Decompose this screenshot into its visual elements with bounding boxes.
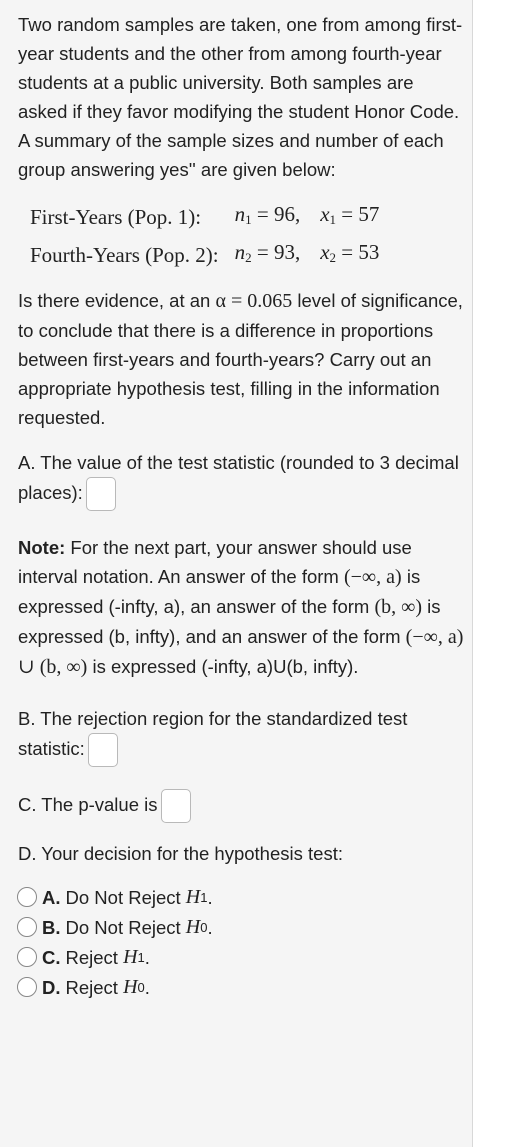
choice-text: Do Not Reject <box>65 886 181 908</box>
choice-end: . <box>144 976 150 998</box>
radio-button[interactable] <box>17 977 37 997</box>
question-post: level of significance, to conclude that there is a difference in proportions between first-years and fourth-years? Carry out an appropriate hypothesis test, filling in the information requested. <box>18 290 463 428</box>
choice-text: Do Not Reject <box>65 916 181 938</box>
math-var: x <box>320 202 330 226</box>
radio-button[interactable] <box>17 947 37 967</box>
choice-letter: D. <box>42 976 61 998</box>
choice-c[interactable] <box>17 942 468 972</box>
note-label: Note: <box>18 537 66 558</box>
sample-size-cell <box>235 198 321 236</box>
choice-end: . <box>207 916 213 938</box>
question-text <box>18 286 468 432</box>
choice-letter: B. <box>42 916 61 938</box>
math-var: x <box>320 240 330 264</box>
math-var: H <box>185 885 201 908</box>
test-statistic-input[interactable] <box>86 477 116 511</box>
part-d: D. Your decision for the hypothesis test: <box>18 843 343 864</box>
choice-a[interactable] <box>17 882 468 912</box>
math-value: = 96, <box>256 202 301 226</box>
math-value: = 53 <box>341 240 380 264</box>
math-sub: 0 <box>137 979 145 995</box>
math-sub: 2 <box>329 250 337 265</box>
math-sub: 1 <box>200 889 208 905</box>
note-math-3: (−∞, a) ∪ (b, ∞) <box>18 626 464 678</box>
note-text-1: For the next part, your answer should use interval notation. An answer of the form <box>18 537 412 587</box>
choice-text: Reject <box>65 946 118 968</box>
math-var: n <box>234 202 246 226</box>
alpha-value: α = 0.065 <box>215 290 293 312</box>
p-value-input[interactable] <box>161 789 191 823</box>
rejection-region-input[interactable] <box>88 733 118 767</box>
math-sub: 1 <box>329 212 337 227</box>
note-text <box>18 533 468 682</box>
math-var: H <box>123 945 138 968</box>
math-var: n <box>234 240 246 264</box>
table-row <box>30 198 379 236</box>
part-c <box>18 789 468 823</box>
choice-letter: A. <box>42 886 61 908</box>
choice-end: . <box>144 946 150 968</box>
math-var: H <box>123 975 138 998</box>
row-label: First-Years (Pop. 1): <box>30 204 202 229</box>
note-math-2: (b, ∞) <box>374 596 423 618</box>
choice-end: . <box>207 886 213 908</box>
table-row <box>30 236 379 274</box>
row-label: Fourth-Years (Pop. 2): <box>30 242 219 267</box>
choice-text: Reject <box>65 976 118 998</box>
successes-cell <box>320 236 379 274</box>
note-text-3: is expressed (b, infty), and an answer of the form <box>18 596 441 647</box>
note-text-4: is expressed (-infty, a)U(b, infty). <box>92 656 359 677</box>
question-pre: Is there evidence, at an <box>18 290 211 311</box>
choice-b[interactable] <box>17 912 468 942</box>
math-sub: 2 <box>245 250 252 265</box>
intro-text: Two random samples are taken, one from among first-year students and the other from among fourth-year students at a public university. Both samples are asked if they favor modifying the student Honor Code. A summary of the sample sizes and number of each group answering yes'' are given below: <box>18 14 463 180</box>
note-math-1: (−∞, a) <box>343 566 402 588</box>
math-sub: 0 <box>200 919 208 935</box>
choice-letter: C. <box>42 946 61 968</box>
successes-cell <box>320 198 379 236</box>
part-a-label: A. The value of the test statistic (rounded to 3 decimal places): <box>18 452 459 503</box>
question-content <box>18 10 468 1002</box>
part-c-label: C. The p-value is <box>18 793 158 815</box>
radio-button[interactable] <box>17 917 37 937</box>
math-sub: 1 <box>137 949 145 965</box>
radio-button[interactable] <box>17 887 37 907</box>
part-b-label: B. The rejection region for the standardized test statistic: <box>18 708 408 759</box>
sample-size-cell <box>235 236 321 274</box>
choice-d[interactable] <box>17 972 468 1002</box>
note-text-2: is expressed (-infty, a), an answer of the form <box>18 566 421 617</box>
math-value: = 57 <box>341 202 380 226</box>
math-value: = 93, <box>256 240 301 264</box>
part-b <box>18 704 468 767</box>
part-a <box>18 448 468 511</box>
math-var: H <box>185 915 201 938</box>
sample-summary-table <box>30 198 379 274</box>
math-sub: 1 <box>245 212 252 227</box>
decision-choices <box>18 882 468 1002</box>
